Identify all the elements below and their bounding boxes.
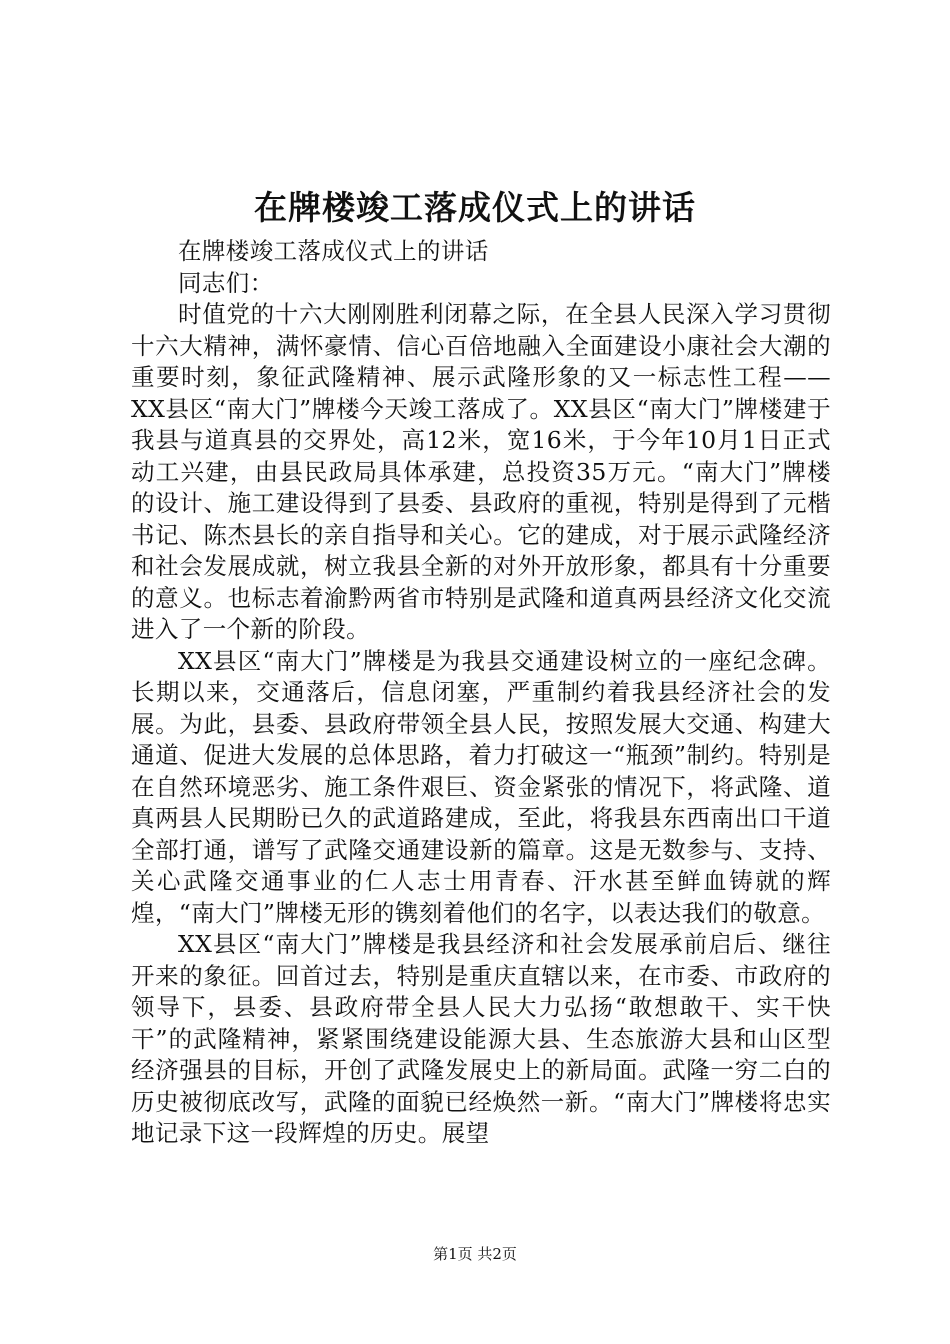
document-title: 在牌楼竣工落成仪式上的讲话 — [254, 188, 696, 227]
subtitle-line: 在牌楼竣工落成仪式上的讲话 — [178, 237, 489, 265]
document-body — [131, 236, 831, 1150]
salutation-line: 同志们： — [178, 268, 274, 297]
body-paragraph: XX县区“南大门”牌楼是我县经济和社会发展承前启后、继往开来的象征。回首过去，特别是重庆直辖以来，在市委、市政府的领导下，县委、县政府带全县人民大力弘扬“敢想敢干、实干快干”的武隆精神，紧紧围绕建设能源大县、生态旅游大县和山区型经济强县的目标，开创了武隆发展史上的新局面。武隆一穷二白的历史被彻底改写，武隆的面貌已经焕然一新。“南大门”牌楼将忠实地记录下这一段辉煌的历史。展望 — [131, 930, 831, 1147]
page-indicator: 第1页 共2页 — [433, 1245, 517, 1263]
body-paragraph: 时值党的十六大刚刚胜利闭幕之际，在全县人民深入学习贯彻十六大精神，满怀豪情、信心百倍地融入全面建设小康社会大潮的重要时刻，象征武隆精神、展示武隆形象的又一标志性工程——XX县区“南大门”牌楼今天竣工落成了。XX县区“南大门”牌楼建于我县与道真县的交界处，高12米，宽16米，于今年10月1日正式动工兴建，由县民政局具体承建，总投资35万元。“南大门”牌楼的设计、施工建设得到了县委、县政府的重视，特别是得到了元楷书记、陈杰县长的亲自指导和关心。它的建成，对于展示武隆经济和社会发展成就，树立我县全新的对外开放形象，都具有十分重要的意义。也标志着渝黔两省市特别是武隆和道真两县经济文化交流进入了一个新的阶段。 — [131, 300, 831, 643]
body-paragraph: XX县区“南大门”牌楼是为我县交通建设树立的一座纪念碑。长期以来，交通落后，信息闭塞，严重制约着我县经济社会的发展。为此，县委、县政府带领全县人民，按照发展大交通、构建大通道、促进大发展的总体思路，着力打破这一“瓶颈”制约。特别是在自然环境恶劣、施工条件艰巨、资金紧张的情况下，将武隆、道真两县人民期盼已久的武道路建成，至此，将我县东西南出口干道全部打通，谱写了武隆交通建设新的篇章。这是无数参与、支持、关心武隆交通事业的仁人志士用青春、汗水甚至鲜血铸就的辉煌，“南大门”牌楼无形的镌刻着他们的名字，以表达我们的敬意。 — [131, 646, 831, 927]
